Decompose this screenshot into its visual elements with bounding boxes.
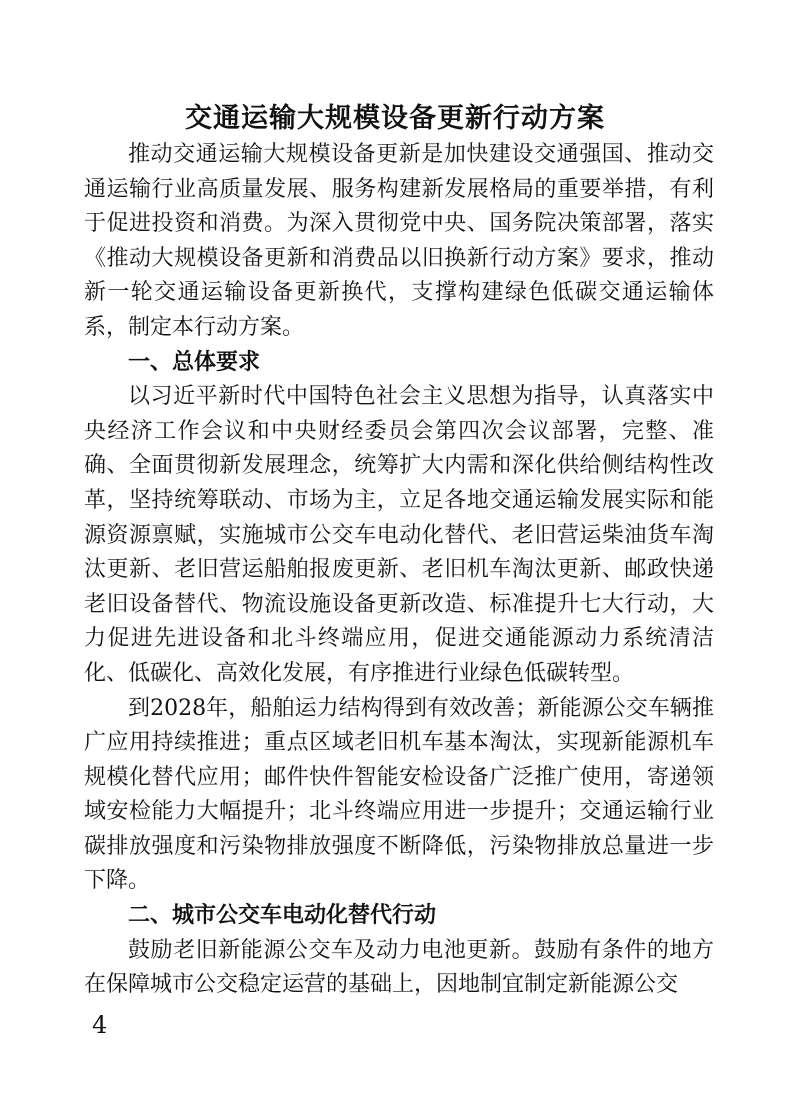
intro-paragraph: 推动交通运输大规模设备更新是加快建设交通强国、推动交通运输行业高质量发展、服务构建新发展格局的重要举措，有利于促进投资和消费。为深入贯彻党中央、国务院决策部署，落实《推动大规模设备更新和消费品以旧换新行动方案》要求，推动新一轮交通运输设备更新换代，支撑构建绿色低碳交通运输体系，制定本行动方案。 (84, 142, 714, 340)
page-number: 4 (92, 1011, 108, 1039)
page-title: 交通运输大规模设备更新行动方案 (185, 103, 605, 135)
document-body (84, 138, 714, 1003)
targets-2028-paragraph: 到2028年，船舶运力结构得到有效改善；新能源公交车辆推广应用持续推进；重点区域老旧机车基本淘汰，实现新能源机车规模化替代应用；邮件快件智能安检设备广泛推广使用，寄递领域安检能力大幅提升；北斗终端应用进一步提升；交通运输行业碳排放强度和污染物排放强度不断降低，污染物排放总量进一步下降。 (84, 695, 714, 894)
general-requirements-paragraph: 以习近平新时代中国特色社会主义思想为指导，认真落实中央经济工作会议和中央财经委员会第四次会议部署，完整、准确、全面贯彻新发展理念，统筹扩大内需和深化供给侧结构性改革，坚持统筹联动、市场为主，立足各地交通运输发展实际和能源资源禀赋，实施城市公交车电动化替代、老旧营运柴油货车淘汰更新、老旧营运船舶报废更新、老旧机车淘汰更新、邮政快递老旧设备替代、物流设施设备更新改造、标准提升七大行动，大力促进先进设备和北斗终端应用，促进交通能源动力系统清洁化、低碳化、高效化发展，有序推进行业绿色低碳转型。 (84, 384, 714, 686)
section-heading-bus-electrification: 二、城市公交车电动化替代行动 (128, 903, 437, 929)
bus-electrification-paragraph: 鼓励老旧新能源公交车及动力电池更新。鼓励有条件的地方在保障城市公交稳定运营的基础上，因地制宜制定新能源公交 (84, 937, 714, 998)
section-heading-general-requirements: 一、总体要求 (128, 349, 261, 375)
